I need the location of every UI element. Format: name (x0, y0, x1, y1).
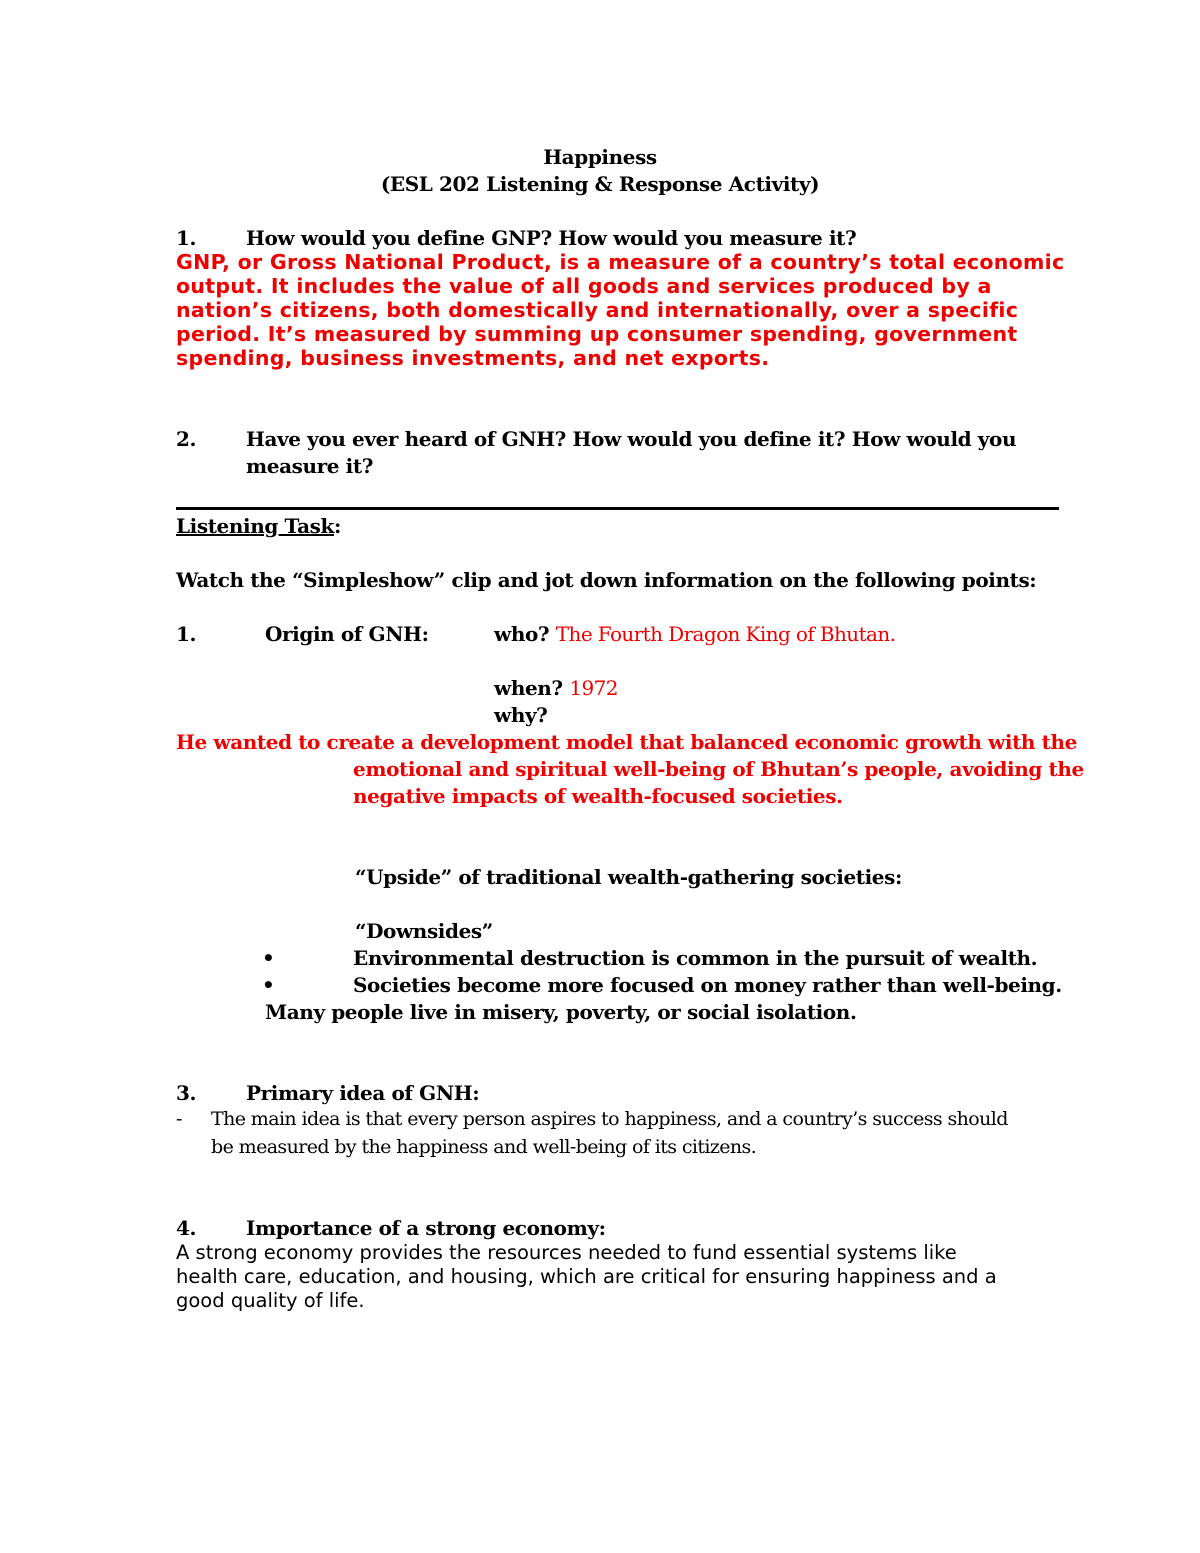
primary-answer-line: be measured by the happiness and well-being of its citizens. (211, 1136, 757, 1158)
why-label: why? (494, 703, 548, 727)
q1-number: 1. (176, 226, 197, 250)
upside-label: “Upside” of traditional wealth-gathering societies: (355, 865, 902, 889)
bullet-icon: • (262, 946, 275, 970)
q2-number: 2. (176, 427, 197, 451)
q2-question-line: Have you ever heard of GNH? How would you define it? How would you (246, 427, 1017, 451)
economy-label: Importance of a strong economy: (246, 1216, 606, 1240)
economy-answer-line: health care, education, and housing, which are critical for ensuring happiness and a (176, 1265, 997, 1288)
when-label: when? (494, 676, 563, 700)
origin-when (494, 676, 618, 700)
page-subtitle: (ESL 202 Listening & Response Activity) (380, 172, 820, 196)
section-divider (176, 507, 1059, 510)
who-answer: The Fourth Dragon King of Bhutan. (555, 622, 896, 646)
page-title: Happiness (543, 145, 657, 169)
q1-question: How would you define GNP? How would you measure it? (246, 226, 857, 250)
q1-answer-line: period. It’s measured by summing up consumer spending, government (176, 322, 1018, 346)
q1-answer-line: GNP, or Gross National Product, is a measure of a country’s total economic (176, 250, 1065, 274)
why-answer-line: He wanted to create a development model that balanced economic growth with the (176, 730, 1077, 754)
q1-answer-line: spending, business investments, and net exports. (176, 346, 770, 370)
primary-label: Primary idea of GNH: (246, 1081, 480, 1105)
origin-who (494, 622, 895, 646)
downside-item: Societies become more focused on money rather than well-being. (353, 973, 1062, 997)
downside-extra: Many people live in misery, poverty, or social isolation. (265, 1000, 857, 1024)
primary-number: 3. (176, 1081, 197, 1105)
q2-question-line: measure it? (246, 454, 374, 478)
dash-icon: - (176, 1108, 182, 1130)
why-answer-line: emotional and spiritual well-being of Bhutan’s people, avoiding the (353, 757, 1084, 781)
economy-answer-line: good quality of life. (176, 1289, 365, 1312)
economy-number: 4. (176, 1216, 197, 1240)
primary-answer-line: The main idea is that every person aspires to happiness, and a country’s success should (211, 1108, 1008, 1130)
listening-heading-text: Listening Task (176, 514, 334, 538)
economy-answer-line: A strong economy provides the resources needed to fund essential systems like (176, 1241, 957, 1264)
q1-answer-line: nation’s citizens, both domestically and internationally, over a specific (176, 298, 1019, 322)
listening-heading-colon: : (333, 514, 341, 538)
listening-heading (176, 514, 341, 538)
origin-label: Origin of GNH: (265, 622, 429, 646)
when-answer: 1972 (569, 676, 618, 700)
q1-answer-line: output. It includes the value of all goods and services produced by a (176, 274, 992, 298)
origin-number: 1. (176, 622, 197, 646)
who-label: who? (494, 622, 550, 646)
listening-instruction: Watch the “Simpleshow” clip and jot down information on the following points: (176, 568, 1037, 592)
downside-item: Environmental destruction is common in the pursuit of wealth. (353, 946, 1038, 970)
bullet-icon: • (262, 973, 275, 997)
why-answer-line: negative impacts of wealth-focused societies. (353, 784, 843, 808)
downsides-label: “Downsides” (355, 919, 493, 943)
